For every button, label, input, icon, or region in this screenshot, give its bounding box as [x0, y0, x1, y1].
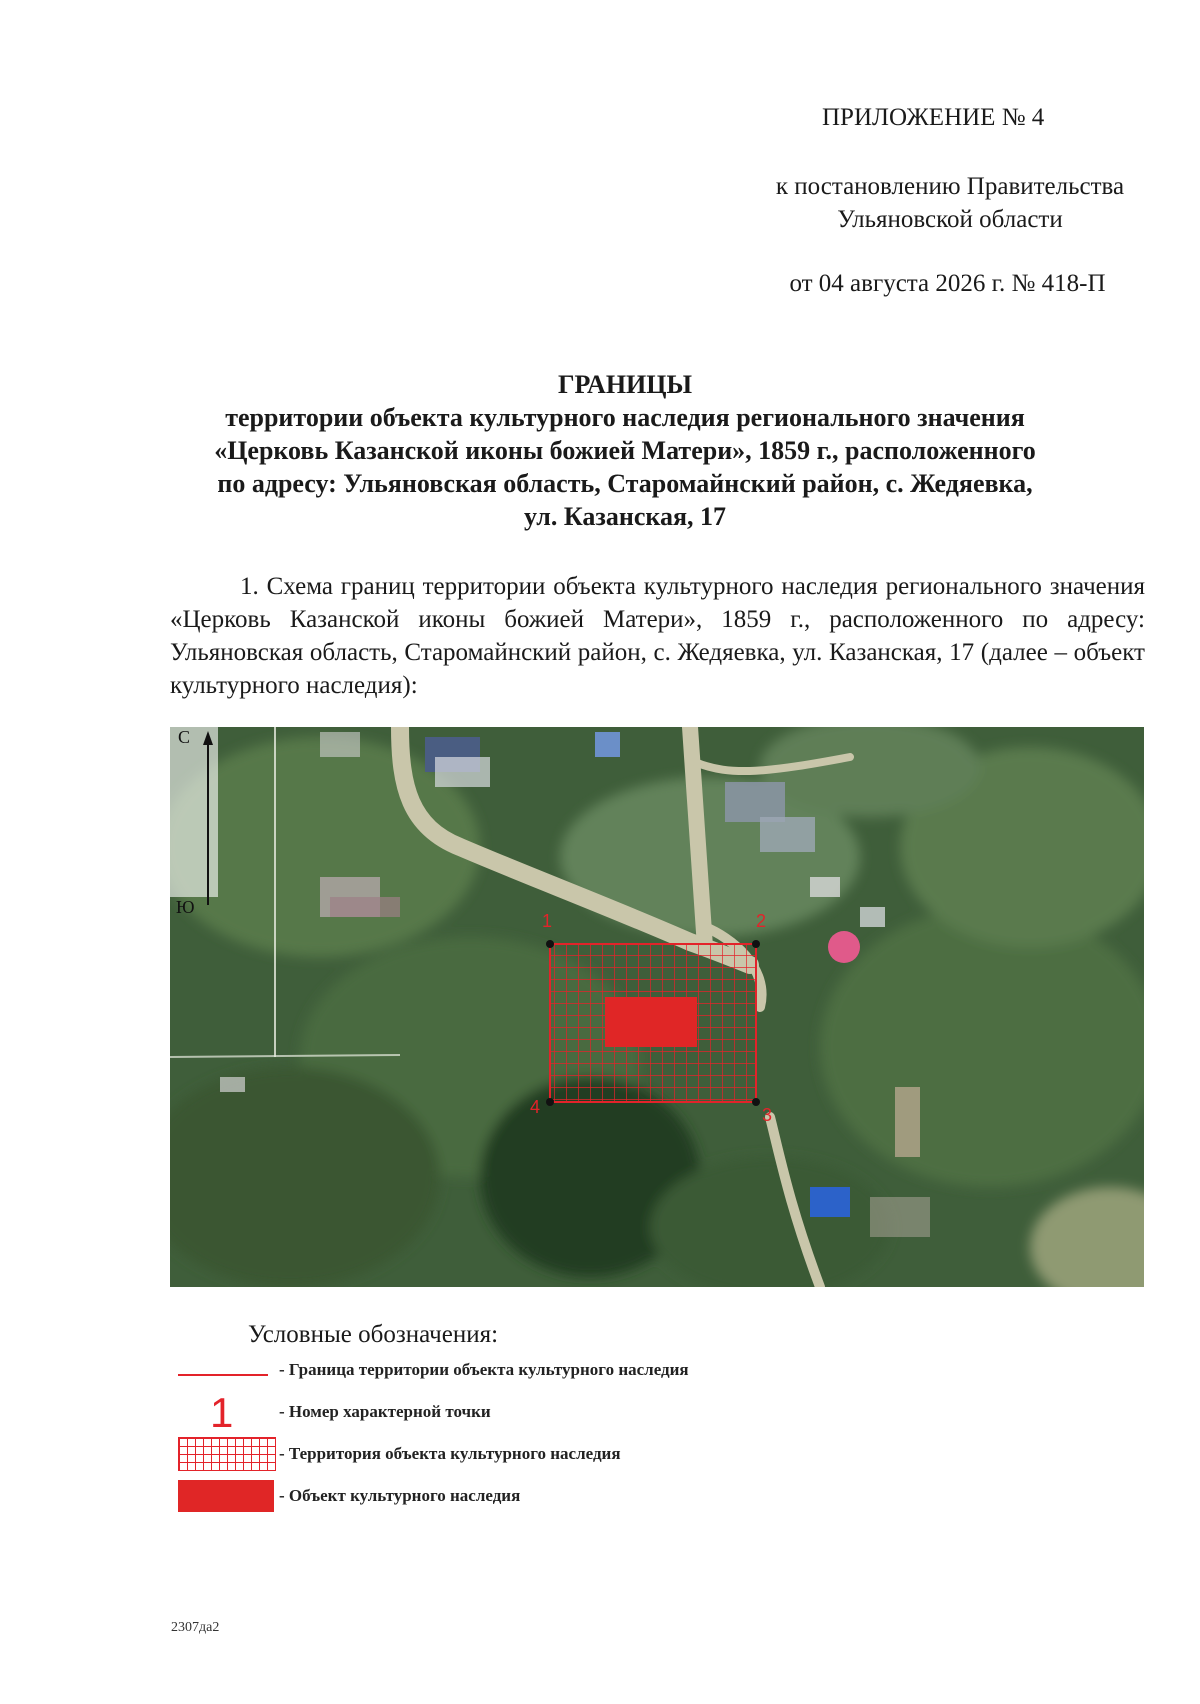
legend-item-point-number: - Номер характерной точки [279, 1402, 491, 1421]
satellite-map [170, 727, 1144, 1287]
point-label-1: 1 [542, 911, 553, 931]
point-marker-3 [752, 1098, 760, 1106]
document-heading [150, 368, 1100, 533]
point-label-3: 3 [762, 1105, 773, 1125]
point-marker-2 [752, 940, 760, 948]
legend-item-object: - Объект культурного наследия [279, 1486, 521, 1505]
heading-line-1: территории объекта культурного наследия регионального значения [225, 403, 1025, 432]
north-label: С [178, 727, 191, 747]
annex-ref-line-2: Ульяновской области [837, 206, 1063, 233]
legend-point-number-icon: 1 [210, 1389, 234, 1436]
legend-title: Условные обозначения: [248, 1321, 499, 1348]
point-marker-4 [546, 1098, 554, 1106]
scheme-paragraph [170, 570, 1145, 702]
legend-item-territory: - Территория объекта культурного наследия [279, 1444, 621, 1463]
point-label-4: 4 [530, 1097, 541, 1117]
heading-title: ГРАНИЦЫ [557, 370, 693, 399]
legend-territory-grid-icon [178, 1437, 276, 1471]
heritage-object [605, 997, 697, 1047]
document-code: 2307да2 [171, 1620, 220, 1635]
heading-line-3: по адресу: Ульяновская область, Старомайнский район, с. Жедяевка, [217, 469, 1033, 498]
heading-line-4: ул. Казанская, 17 [523, 502, 727, 531]
point-label-2: 2 [756, 911, 767, 931]
scheme-paragraph-text: 1. Схема границ территории объекта культурного наследия регионального значения «Церковь Казанской иконы божией Матери», 1859 г., расположенного по адресу: Ульяновская область, Старомайнский район, с. Жедяевка, ул. Казанская, 17 (далее – объект культурного наследия): [170, 573, 1145, 699]
legend-boundary-line-icon [178, 1374, 268, 1376]
annex-ref-line-1: к постановлению Правительства [775, 173, 1125, 200]
legend-item-boundary: - Граница территории объекта культурного наследия [279, 1360, 689, 1379]
point-marker-1 [546, 940, 554, 948]
legend-object-fill-icon [178, 1480, 274, 1512]
annex-date-number: от 04 августа 2026 г. № 418-П [789, 270, 1106, 297]
south-label: Ю [176, 897, 195, 917]
heading-line-2: «Церковь Казанской иконы божией Матери», 1859 г., расположенного [214, 436, 1036, 465]
map-svg [170, 727, 1144, 1287]
compass-backdrop [170, 727, 218, 897]
annex-title: ПРИЛОЖЕНИЕ № 4 [822, 104, 1045, 131]
